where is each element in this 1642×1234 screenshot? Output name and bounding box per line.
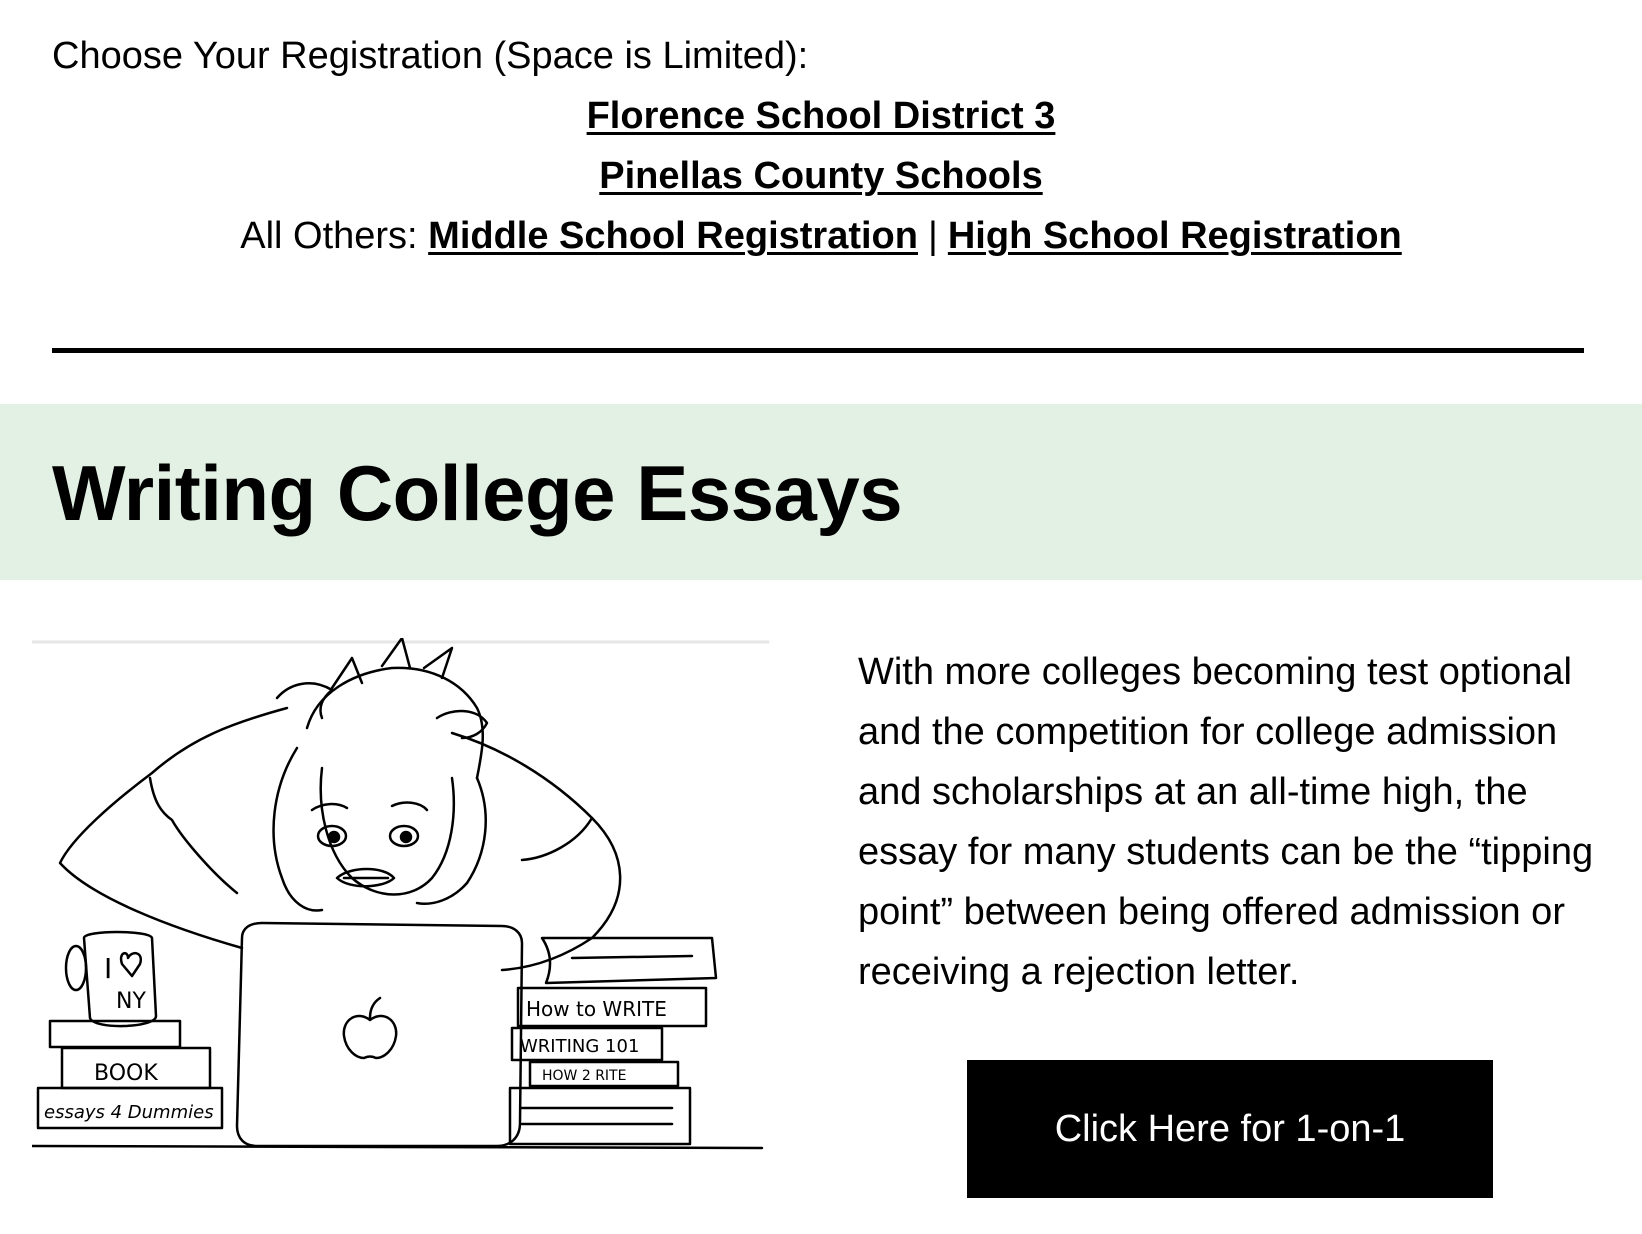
horizontal-divider (52, 348, 1584, 353)
book-label-essays: essays 4 Dummies (44, 1102, 214, 1123)
book-label-writing-101: WRITING 101 (520, 1036, 640, 1057)
section-body-text: With more colleges becoming test optional and the competition for college admission and scholarships at an all-time high, the essay for many students can be the “tipping point” between being offered admission or receiving a rejection letter. (858, 651, 1594, 993)
registration-row-others (0, 210, 1642, 262)
all-others-label: All Others: (240, 215, 418, 257)
mug-text-line2: NY (116, 989, 146, 1014)
one-on-one-button[interactable]: Click Here for 1-on-1 (967, 1060, 1493, 1198)
book-label-book: BOOK (94, 1061, 158, 1086)
section-title: Writing College Essays (52, 449, 903, 537)
book-label-how-2-rite: HOW 2 RITE (542, 1068, 627, 1084)
book-label-how-to-write: How to WRITE (526, 997, 667, 1021)
high-school-registration-link[interactable]: High School Registration (947, 215, 1402, 257)
registration-row-florence (0, 90, 1642, 142)
pinellas-registration-link[interactable]: Pinellas County Schools (599, 155, 1043, 197)
link-separator: | (927, 215, 938, 257)
stressed-student-illustration (32, 638, 770, 1158)
registration-row-pinellas (0, 150, 1642, 202)
florence-registration-link[interactable]: Florence School District 3 (586, 95, 1056, 137)
registration-intro: Choose Your Registration (Space is Limited): (52, 35, 809, 77)
section-header-band (0, 404, 1642, 580)
mug-text-line1: I (104, 952, 113, 985)
middle-school-registration-link[interactable]: Middle School Registration (428, 215, 918, 257)
